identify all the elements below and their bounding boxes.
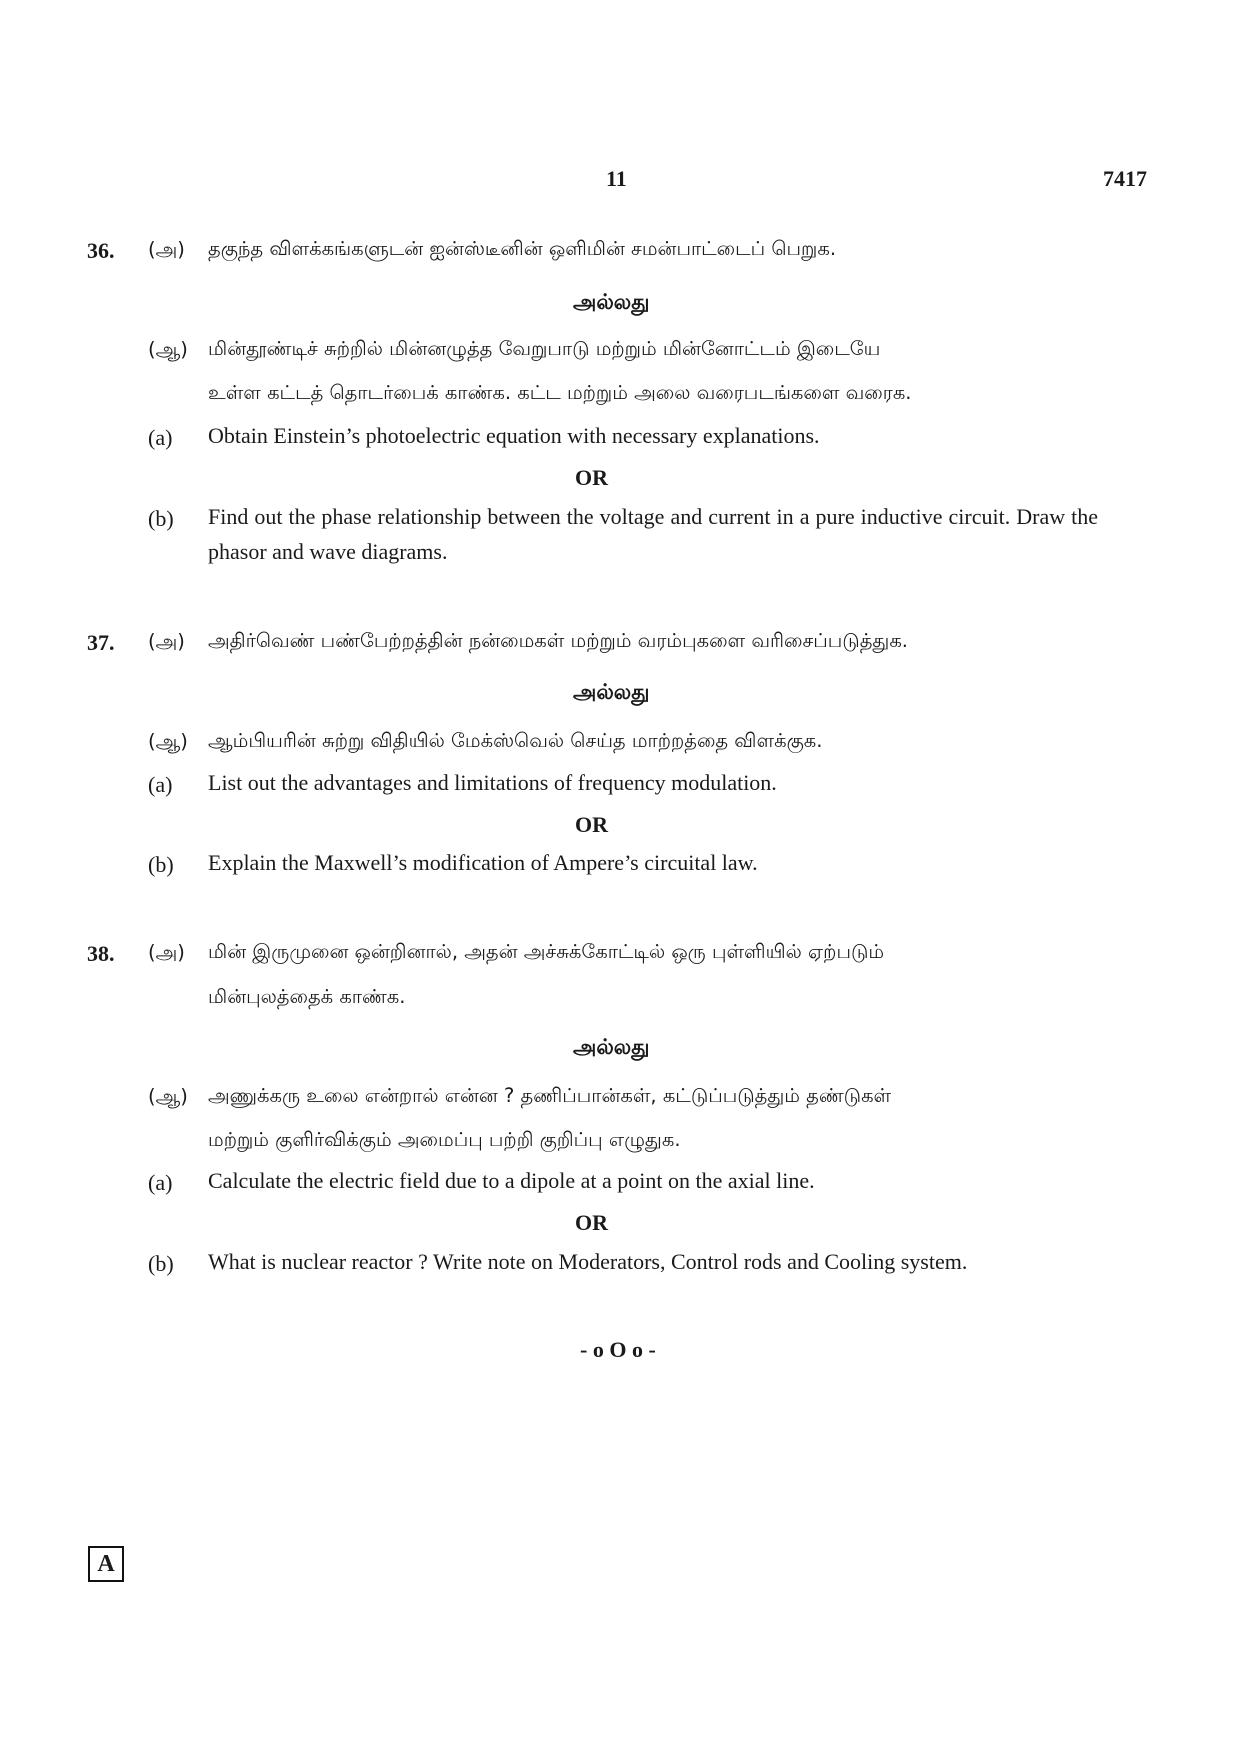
- english-question-a: List out the advantages and limitations of frequency modulation.: [208, 770, 777, 795]
- tamil-question-b-line2: உள்ள கட்டத் தொடர்பைக் காண்க. கட்ட மற்றும் அலை வரைபடங்களை வரைக.: [208, 381, 912, 404]
- or-english: OR: [575, 465, 608, 490]
- or-tamil: அல்லது: [573, 680, 650, 704]
- english-a-marker: (a): [148, 772, 173, 797]
- or-english: OR: [575, 812, 608, 837]
- tamil-question-a: அதிர்வெண் பண்பேற்றத்தின் நன்மைகள் மற்றும் வரம்புகளை வரிசைப்படுத்துக.: [208, 629, 909, 652]
- tamil-question-b-line1: அணுக்கரு உலை என்றால் என்ன ? தணிப்பான்கள், கட்டுப்படுத்தும் தண்டுகள்: [208, 1084, 892, 1107]
- or-tamil: அல்லது: [573, 290, 650, 314]
- tamil-a-marker: (அ): [148, 238, 185, 261]
- question-number: 37.: [87, 630, 115, 655]
- tamil-a-marker: (அ): [148, 630, 185, 653]
- english-b-marker: (b): [148, 506, 174, 531]
- english-a-marker: (a): [148, 425, 173, 450]
- tamil-question-b-line2: மற்றும் குளிர்விக்கும் அமைப்பு பற்றி குறிப்பு எழுதுக.: [208, 1128, 681, 1151]
- english-b-marker: (b): [148, 852, 174, 877]
- paper-code: 7417: [1103, 166, 1147, 191]
- english-b-marker: (b): [148, 1251, 174, 1276]
- tamil-question-a: தகுந்த விளக்கங்களுடன் ஐன்ஸ்டீனின் ஒளிமின் சமன்பாட்டைப் பெறுக.: [208, 237, 837, 260]
- tamil-question-b-line1: மின்தூண்டிச் சுற்றில் மின்னழுத்த வேறுபாடு மற்றும் மின்னோட்டம் இடையே: [208, 337, 881, 360]
- tamil-b-marker: (ஆ): [148, 1085, 188, 1108]
- english-question-a: Calculate the electric field due to a dipole at a point on the axial line.: [208, 1168, 815, 1193]
- tamil-question-a-line2: மின்புலத்தைக் காண்க.: [208, 985, 406, 1008]
- or-english: OR: [575, 1210, 608, 1235]
- english-a-marker: (a): [148, 1170, 173, 1195]
- question-number: 36.: [87, 238, 115, 263]
- tamil-question-b-line1: ஆம்பியரின் சுற்று விதியில் மேக்ஸ்வெல் செய்த மாற்றத்தை விளக்குக.: [208, 729, 823, 752]
- question-number: 38.: [87, 941, 115, 966]
- english-question-b: What is nuclear reactor ? Write note on Moderators, Control rods and Cooling system.: [208, 1249, 968, 1274]
- tamil-b-marker: (ஆ): [148, 730, 188, 753]
- end-of-paper-mark: - o O o -: [580, 1337, 656, 1362]
- english-question-b: Find out the phase relationship between the voltage and current in a pure inductive circuit. Draw the phasor and wave diagrams.: [208, 504, 1098, 564]
- question-paper-version-box: A: [88, 1546, 124, 1582]
- tamil-a-marker: (அ): [148, 941, 185, 964]
- tamil-b-marker: (ஆ): [148, 338, 188, 361]
- or-tamil: அல்லது: [573, 1035, 650, 1059]
- english-question-a: Obtain Einstein’s photoelectric equation with necessary explanations.: [208, 423, 820, 448]
- english-question-b: Explain the Maxwell’s modification of Ampere’s circuital law.: [208, 850, 758, 875]
- page-number: 11: [606, 166, 627, 191]
- tamil-question-a-line1: மின் இருமுனை ஒன்றினால், அதன் அச்சுக்கோட்டில் ஒரு புள்ளியில் ஏற்படும்: [208, 940, 885, 963]
